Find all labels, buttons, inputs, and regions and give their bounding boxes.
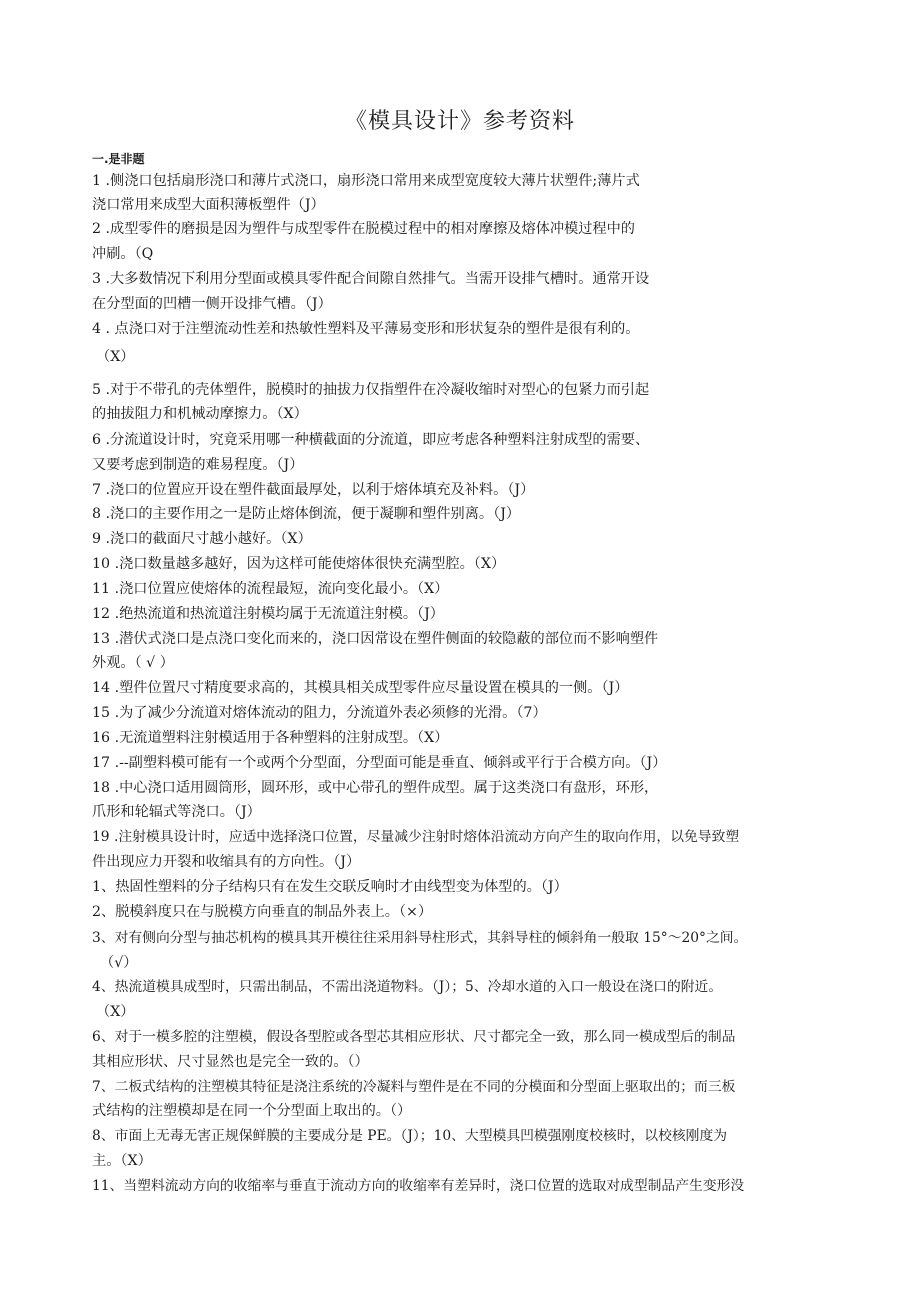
text-line: 18 .中心浇口适用圆筒形，圆环形，或中心带孔的塑件成型。属于这类浇口有盘形，环形， <box>92 780 659 796</box>
text-line: 冲刷。（Q <box>92 246 154 262</box>
text-line: 外观。（ √ ） <box>92 655 174 671</box>
text-line: 8、市面上无毒无害正规保鲜膜的主要成分是 PE。（J）；10、大型模具凹模强刚度校核时，以校核刚度为 <box>92 1128 728 1144</box>
text-line: 爪形和轮辐式等浇口。（J） <box>92 804 261 820</box>
text-line: 3、对有侧向分型与抽芯机构的模具其开模往往采用斜导柱形式，其斜导柱的倾斜角一般取 15°～20°之间。 <box>92 930 748 946</box>
text-line: 主。（X） <box>92 1153 152 1169</box>
text-line: 式结构的注塑模却是在同一个分型面上取出的。（） <box>92 1103 412 1119</box>
text-line: 13 .潜伏式浇口是点浇口变化而来的，浇口因常设在塑件侧面的较隐蔽的部位而不影响塑件 <box>92 631 659 647</box>
text-line: 浇口常用来成型大面积薄板塑件（J） <box>92 197 325 213</box>
text-line: 7 .浇口的位置应开设在塑件截面最厚处，以利于熔体填充及补料。（J） <box>92 482 535 498</box>
text-line: 16 .无流道塑料注射模适用于各种塑料的注射成型。（X） <box>92 730 449 746</box>
text-line: 4 . 点浇口对于注塑流动性差和热敏性塑料及平薄易变形和形状复杂的塑件是很有利的。 <box>92 321 640 337</box>
text-line: 19 .注射模具设计时，应适中选择浇口位置，尽量减少注射时熔体沿流动方向产生的取向作用，以免导致塑 <box>92 829 740 845</box>
text-line: 又要考虑到制造的难易程度。（J） <box>92 457 304 473</box>
text-line: 件出现应力开裂和收缩具有的方向性。（J） <box>92 854 361 870</box>
text-line: 11 .浇口位置应使熔体的流程最短，流向变化最小。（X） <box>92 581 449 597</box>
section-heading: 一.是非题 <box>92 152 145 166</box>
text-line: 2、脱模斜度只在与脱模方向垂直的制品外表上。（×） <box>92 904 433 920</box>
text-line: 15 .为了减少分流道对熔体流动的阻力，分流道外表必须修的光滑。（7） <box>92 705 547 721</box>
text-line: 4、热流道模具成型时，只需出制品，不需出浇道物料。（J）；5、冷却水道的入口一般设在浇口的附近。 <box>92 979 723 995</box>
text-line: 1 .侧浇口包括扇形浇口和薄片式浇口，扇形浇口常用来成型宽度较大薄片状塑件;薄片式 <box>92 173 640 189</box>
text-line: 10 .浇口数量越多越好，因为这样可能使熔体很快充满型腔。（X） <box>92 556 506 572</box>
text-line: 7、二板式结构的注塑模其特征是浇注系统的冷凝料与塑件是在不同的分模面和分型面上驱取出的；而三板 <box>92 1079 736 1095</box>
text-line: 12 .绝热流道和热流道注射模均属于无流道注射模。（J） <box>92 606 444 622</box>
text-line: 5 .对于不带孔的壳体塑件，脱模时的抽拔力仅指塑件在冷凝收缩时对型心的包紧力而引起 <box>92 382 650 398</box>
text-line: 1、热固性塑料的分子结构只有在发生交联反响时才由线型变为体型的。（J） <box>92 879 568 895</box>
text-line: 3 .大多数情况下利用分型面或模具零件配合间隙自然排气。当需开设排气槽时。通常开设 <box>92 271 650 287</box>
text-line: 6、对于一模多腔的注塑模，假设各型腔或各型芯其相应形状、尺寸都完全一致，那么同一模成型后的制品 <box>92 1029 736 1045</box>
text-line: 6 .分流道设计时，究竟采用哪一种横截面的分流道，即应考虑各种塑料注射成型的需要、 <box>92 432 650 448</box>
text-line: 2 .成型零件的磨损是因为塑件与成型零件在脱模过程中的相对摩擦及熔体冲模过程中的 <box>92 221 635 237</box>
text-line: 的抽拔阻力和机械动摩擦力。（X） <box>92 406 308 422</box>
document-title: 《模具设计》参考资料 <box>344 109 575 134</box>
text-line: 8 .浇口的主要作用之一是防止熔体倒流，便于凝聊和塑件别离。（J） <box>92 506 521 522</box>
text-line: 11、当塑料流动方向的收缩率与垂直于流动方向的收缩率有差异时，浇口位置的选取对成型制品产生变形没 <box>92 1178 745 1194</box>
text-line: 17 .--副塑料模可能有一个或两个分型面，分型面可能是垂直、倾斜或平行于合模方向。（J） <box>92 755 667 771</box>
text-line: （X） <box>96 349 135 365</box>
text-line: 其相应形状、尺寸显然也是完全一致的。（） <box>92 1054 369 1070</box>
text-line: 9 .浇口的截面尺寸越小越好。（X） <box>92 531 312 547</box>
text-line: 14 .塑件位置尺寸精度要求高的，其模具相关成型零件应尽量设置在模具的一侧。（J） <box>92 680 629 696</box>
text-line: （√） <box>100 955 138 971</box>
text-line: （X） <box>96 1004 135 1020</box>
text-line: 在分型面的凹槽一侧开设排气槽。（J） <box>92 296 332 312</box>
